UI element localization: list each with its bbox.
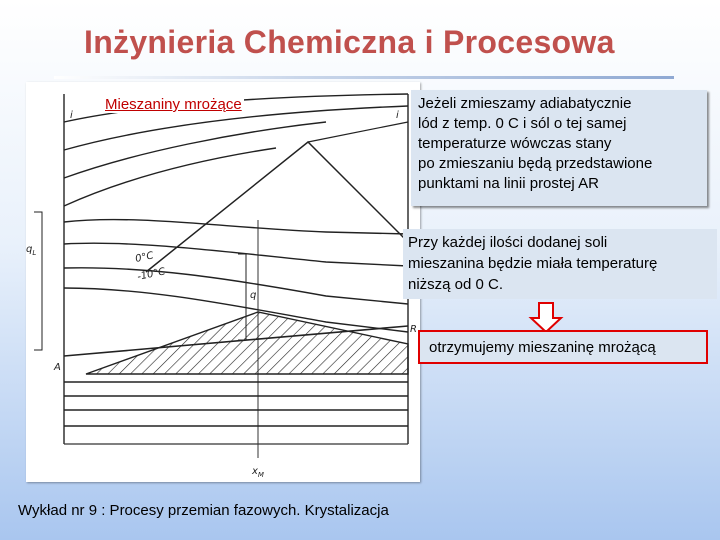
box1-line: po zmieszaniu będą przedstawione [418, 155, 653, 172]
box1-line: punktami na linii prostej AR [418, 175, 599, 192]
slide-footer: Wykład nr 9 : Procesy przemian fazowych. Krystalizacja [18, 502, 389, 519]
text-box-adiabatic-mixing [411, 90, 707, 206]
text-box-salt-temperature [403, 229, 717, 299]
box1-line: temperaturze wówczas stany [418, 135, 612, 152]
text-box-freezing-mixture: otrzymujemy mieszaninę mrożącą [418, 330, 708, 364]
figure-label: Mieszaniny mrożące [105, 96, 242, 113]
axis-letter-ql: $q_L$ [26, 244, 37, 257]
axis-letter-i-right: i [396, 110, 399, 121]
isotherm-label-0c: 0°C [134, 250, 155, 265]
point-label-a: A [54, 362, 61, 373]
point-label-r: R [410, 324, 417, 335]
box2-line: niższą od 0 C. [408, 276, 504, 293]
axis-letter-q: q [250, 290, 257, 301]
enthalpy-diagram [26, 82, 420, 482]
box2-line: Przy każdej ilości dodanej soli [408, 234, 608, 251]
isotherm-label-minus-10c: -10°C [136, 266, 167, 283]
axis-letter-i-left: i [70, 110, 73, 121]
enthalpy-diagram-drawing [26, 82, 420, 482]
axis-label-xm: $x_M$ [252, 466, 264, 479]
hatched-region [86, 312, 408, 374]
box1-line: lód z temp. 0 C i sól o tej samej [418, 115, 627, 132]
title-divider [54, 76, 674, 79]
box2-line: mieszanina będzie miała temperaturę [408, 255, 658, 272]
box1-line: Jeżeli zmieszamy adiabatycznie [418, 95, 632, 112]
slide-title: Inżynieria Chemiczna i Procesowa [84, 24, 615, 60]
